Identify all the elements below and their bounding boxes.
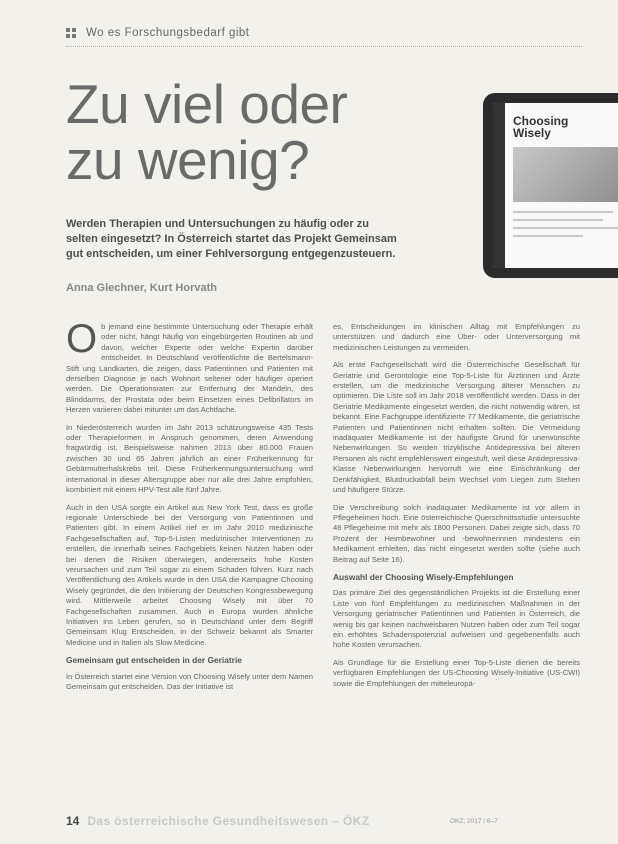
page-footer (66, 814, 370, 828)
title-line-1: Zu viel oder (66, 73, 348, 135)
paragraph: In Österreich startet eine Version von Choosing Wisely unter dem Namen Gemeinsam gut entscheiden. Das der Initiative ist (66, 671, 313, 691)
header-divider (66, 46, 582, 47)
logo-line-2: Wisely (513, 126, 551, 140)
tablet-image (483, 93, 618, 278)
choosing-wisely-logo (513, 115, 568, 139)
footer-issue: ÖKZ, 2017 / 6–7 (450, 818, 498, 825)
subheading: Auswahl der Choosing Wisely-Empfehlungen (333, 571, 514, 582)
tablet-text-line (513, 227, 618, 229)
text-column-right (333, 322, 580, 696)
text-column-left (66, 317, 313, 699)
title-line-2: zu wenig? (66, 129, 310, 191)
paragraph: Als erste Fachgesellschaft wird die Österreichische Gesellschaft für Geriatrie und Gerontologie eine Top-5-Liste für Ärztinnen und Ärzte erstellen, um die medizinische Versorgung älterer Menschen zu optimieren. Die Liste soll im Jahr 2018 veröffentlicht werden. Dass in der Geriatrie Medikamente eingesetzt werden, die nicht notwendig wären, ist bekannt. Eine Fachgruppe identifizierte 77 Medikamente, die geriatrische Patienten und Patientinnen nicht erhalten sollten. Die Vermeidung inadäquater Medikamente ist der häufigste Grund für unerwünschte Nebenwirkungen. So werden trizyklische Antidepressiva bei älteren Personen als nicht empfehlenswert eingestuft, weil diese Antidepressiva-Klasse Nebenwirkungen hervorruft wie eine Einschränkung der Denkfähigkeit, Blutdruckabfall beim Wechsel vom Liegen zum Stehen und häufigere Stürze. (333, 360, 580, 495)
tablet-text-line (513, 211, 613, 213)
paragraph: Das primäre Ziel des gegenständlichen Projekts ist die Erstellung einer Liste von fünf Empfehlungen zu medizinischen Maßnahmen in der Versorgung geriatrischer Patientinnen und Patienten in Österreich, die wenig bis gar keinen nachweisbaren Nutzen haben oder zum Teil sogar ein erhöhtes Schadenspotenzial aufweisen und gegebenenfalls auch hohe Kosten verursachen. (333, 588, 580, 650)
article-authors: Anna Glechner, Kurt Horvath (66, 282, 217, 294)
logo-line-1: Choosing (513, 114, 569, 128)
tablet-sidebar (493, 103, 505, 268)
drop-cap: O (66, 317, 98, 361)
paragraph: In Niederösterreich wurden im Jahr 2013 schätzungsweise 435 Tests oder Therapieformen in Anspruch genommen, deren Anwendung fragwürdig ist. Beispielsweise nahmen 2013 über 80.000 Frauen zwischen 30 und 65 Jahren jährlich an einer Früherkennung für Gebärmutterhalskrebs teil. Diese Früherkennungsuntersuchung wird international in dieser Altersgruppe aber nur alle drei Jahre empfohlen, kombiniert mit einem HPV-Test alle fünf Jahre. (66, 422, 313, 495)
tablet-text-line (513, 219, 603, 221)
paragraph-text: b jemand eine bestimmte Untersuchung oder Therapie erhält oder nicht, hängt häufig von eingebürgerten Routinen ab und davon, welcher Experte oder welche Expertin darüber entscheidet. In Deutschland veröffentlichte die Bertelsmann-Stift ung Landkarten, die zeigen, dass Patientinnen und Patienten mit derselben Diagnose je nach Wohnort seltener oder häufiger operiert werden. Die Operationsraten zur Entfernung der Mandeln, des Blinddarms, der Prostata oder beim Einsetzen eines Defibrillators im Herzen variieren dabei mitunter um das Achtfache. (66, 322, 313, 415)
article-title (66, 73, 348, 191)
section-label: Wo es Forschungsbedarf gibt (86, 27, 250, 39)
grid-dots-icon (66, 28, 76, 38)
subheading: Gemeinsam gut entscheiden in der Geriatrie (66, 655, 242, 666)
tablet-screen (493, 103, 618, 268)
paragraph (66, 317, 313, 416)
paragraph: Als Grundlage für die Erstellung einer Top-5-Liste dienen die bereits verfügbaren Empfehlungen der US-Choosing Wisely-Initiative (US-CWI) sowie die Empfehlungen der mitteleuropä- (333, 657, 580, 688)
magazine-name: Das österreichische Gesundheitswesen – ÖKZ (87, 814, 370, 828)
tablet-text-line (513, 235, 583, 237)
paragraph: Die Verschreibung solch inadäquater Medikamente ist vor allem in Pflegeheimen hoch. Eine österreichische Querschnittsstudie untersuchte 48 Pflegeheime mit mehr als 1800 Personen. Dabei zeigte sich, dass 70 Prozent der Heimbewohner und -bewohnerinnen mindestens ein Medikament erhielten, das nicht eingesetzt werden sollte (siehe auch Beitrag auf Seite 16). (333, 502, 580, 564)
tablet-photo (513, 147, 618, 202)
page-number: 14 (66, 814, 80, 828)
section-header (66, 27, 250, 39)
article-lead: Werden Therapien und Untersuchungen zu häufig oder zu selten eingesetzt? In Österreich startet das Projekt Gemeinsam gut entscheiden, um einer Fehlversorgung entgegenzusteuern. (66, 218, 397, 260)
paragraph: es, Entscheidungen im klinischen Alltag mit Empfehlungen zu unterstützen und dadurch eine Über- oder Unterversorgung mit medizinischen Leistungen zu vermeiden. (333, 322, 580, 352)
paragraph: Auch in den USA sorgte ein Artikel aus New York Test, dass es große regionale Unterschiede bei der Versorgung von Patientinnen und Patienten gibt. In einem Artikel rief er im Jahr 2010 medizinische Fachgesellschaften auf, Top-5-Listen medizinischer Interventionen zu erstellen, die innerhalb seines Fachgebiets keinen Nutzen haben oder bei denen die Risiken überwiegen, andererseits hohe Kosten verursachen und zum Teil sogar zu einem Schaden führen. Kurz nach Veröffentlichung des Artikels wurde in den USA die Kampagne Choosing Wisely gegründet, die den Initiierung der Deutschen Kongressbewegung wird. Mittlerweile arbeitet Choosing Wisely mit über 70 Fachgesellschaften zusammen. Auch in Europa wurden ähnliche Initiativen ins Leben gerufen, so in Deutschland unter dem Begriff Gemeinsam Klug Entscheiden, in der Schweiz bekannt als Smarter Medicine und in Italien als Slow Medicine. (66, 502, 313, 647)
